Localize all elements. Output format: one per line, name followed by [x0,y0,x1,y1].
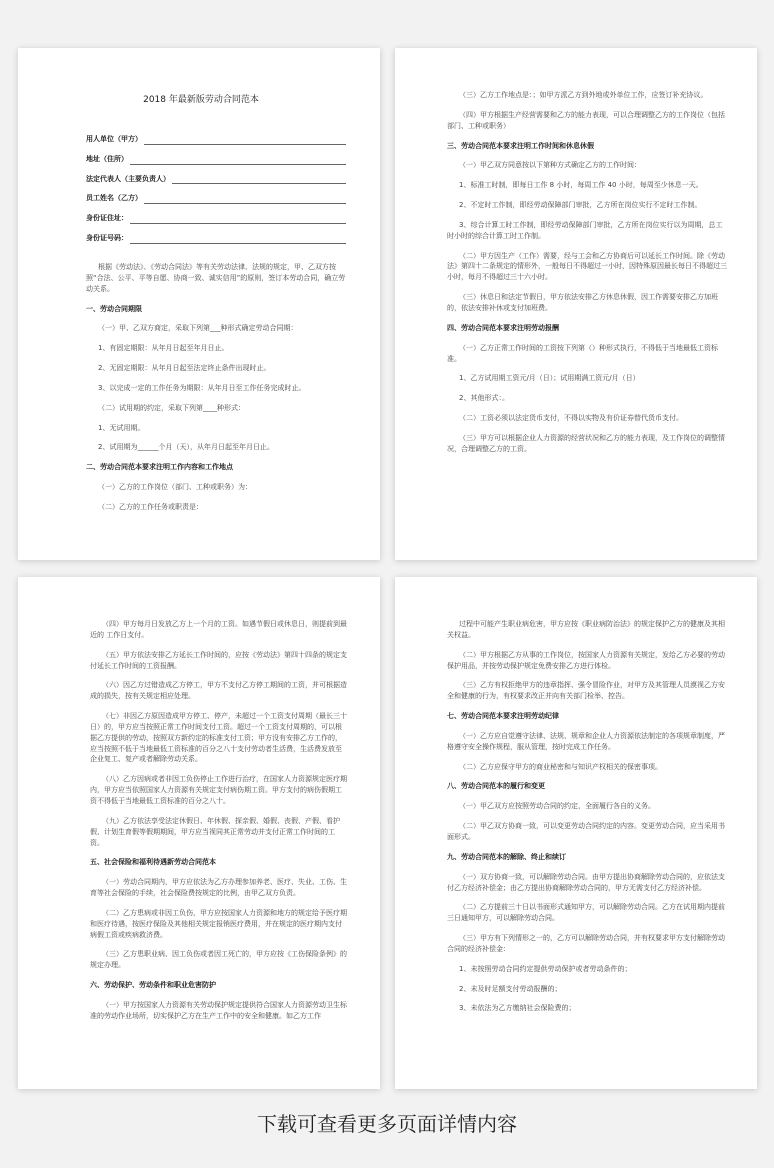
paragraph: （二）甲乙双方协商一致，可以变更劳动合同约定的内容。变更劳动合同，应当采用书面形式。 [447,822,725,841]
paragraph: 1、有固定期限：从年月日起至年月日止。 [98,344,229,353]
paragraph: （一）乙方的工作岗位（部门、工种或职务）为： [98,483,252,492]
page-body [90,619,348,1022]
paragraph: （二）甲方因生产（工作）需要，经与工会和乙方协商后可以延长工作时间。除《劳动法》第四十二条规定的情形外，一般每日不得超过一小时，因特殊原因最长每日不得超过三小时，每月不得超过三十六小时。 [447,251,727,282]
page-body [447,619,727,1014]
paragraph: （一）甲方按国家人力资源有关劳动保护规定提供符合国家人力资源劳动卫生标准的劳动作业场所，切实保护乙方在生产工作中的安全和健康。如乙方工作 [90,1000,347,1020]
section-heading: 二、劳动合同范本要求注明工作内容和工作地点 [86,463,233,472]
fill-in-line [130,235,346,244]
paragraph: （一）乙方应自觉遵守法律、法规、规章和企业人力资源依法制定的各项规章制度，严格遵守安全操作规程，服从管理，按时完成工作任务。 [447,731,725,751]
party-field-label: 身份证住址： [86,214,128,223]
section-heading: 九、劳动合同范本的解除、终止和续订 [447,852,566,861]
paragraph: （一）甲乙双方应按照劳动合同的约定，全面履行各自的义务。 [459,802,655,811]
party-field [86,193,346,204]
paragraph: （二）乙方提前三十日以书面形式通知甲方，可以解除劳动合同。乙方在试用期内提前三日通知甲方，可以解除劳动合同。 [447,903,725,923]
document-title: 2018 年最新版劳动合同范本 [143,95,259,105]
paragraph: （二）乙方患病或非因工负伤，甲方应按国家人力资源和地方的规定给予医疗期和医疗待遇，按医疗保险及其他相关规定报销医疗费用，并在规定的医疗期内支付病假工资或疾病救济费。 [90,908,347,939]
paragraph: （六）因乙方过错造成乙方停工，甲方不支付乙方停工期间的工资，并可根据造成的损失，按有关规定相应处理。 [90,681,347,701]
paragraph: （九）乙方依法享受法定休假日、年休假、探亲假、婚假、丧假、产假、看护假、计划生育假等假期期间，甲方应当视同其正常劳动并支付正常工作时间的工资。 [90,816,340,847]
paragraph: （三）乙方有权拒绝甲方的违章指挥、强令冒险作业，对甲方及其管理人员漠视乙方安全和健康的行为，有权要求改正并向有关部门检举、控告。 [447,681,725,701]
paragraph: （二）甲方根据乙方从事的工作岗位，按国家人力资源有关规定，发给乙方必要的劳动保护用品，并按劳动保护规定免费安排乙方进行体检。 [447,650,725,670]
paragraph: 2、无固定期限：从年月日起至法定终止条件出现时止。 [98,364,271,373]
paragraph: （一）甲乙双方同意按以下第种方式确定乙方的工作时间： [459,161,641,170]
party-field [86,154,346,165]
paragraph: （二）试用期的约定，采取下列第____种形式： [98,403,245,412]
paragraph: （五）甲方依法安排乙方延长工作时间的，应按《劳动法》第四十四条的规定支付延长工作时间的工资报酬。 [90,650,347,670]
paragraph: 1、未按照劳动合同约定提供劳动保护或者劳动条件的； [459,964,632,973]
paragraph: （三）乙方患职业病、因工负伤或者因工死亡的，甲方应按《工伤保险条例》的规定办理。 [90,950,347,970]
paragraph: （三）休息日和法定节假日，甲方依法安排乙方休息休假，因工作需要安排乙方加班的，依法安排补休或支付加班费。 [447,293,718,312]
page-body [86,262,346,513]
paragraph: 1、无试用期。 [98,423,145,432]
section-heading: 一、劳动合同期限 [86,304,142,313]
paragraph: （三）甲方可以根据企业人力资源的经营状况和乙方的能力表现，及工作岗位的调整情况，合理调整乙方的工资。 [447,433,725,453]
section-heading: 三、劳动合同范本要求注明工作时间和休息休假 [447,141,594,150]
party-field-label: 法定代表人（主要负责人） [86,174,170,183]
paragraph: 3、综合计算工时工作制，即经劳动保障部门审批，乙方所在岗位实行以为周期，总工时小时的综合计算工时工作制。 [447,220,723,240]
paragraph: （八）乙方因病或者非因工负伤停止工作进行治疗，在国家人力资源规定医疗期内，甲方应当依照国家人力资源有关规定支付病伤期工资。甲方支付的病伤假期工资不得低于当地最低工资标准的百分之八十。 [90,775,347,805]
paragraph: （三）甲方有下列情形之一的，乙方可以解除劳动合同，并有权要求甲方支付解除劳动合同的经济补偿金： [447,934,725,953]
section-heading: 七、劳动合同范本要求注明劳动纪律 [447,712,559,721]
fill-in-line [144,195,346,204]
paragraph: 3、以完成一定的工作任务为期限：从年月日至工作任务完成时止。 [98,383,306,392]
fill-in-line [130,156,346,165]
party-field [86,174,346,185]
paragraph: （一）劳动合同期内，甲方应依法为乙方办理参加养老、医疗、失业、工伤、生育等社会保险的手续，社会保险费按规定的比例，由甲乙双方负责。 [90,878,347,898]
fill-in-line [144,136,346,145]
document-page-4 [395,577,757,1089]
paragraph: （二）工资必须以法定货币支付，不得以实物及有价证券替代货币支付。 [459,414,683,423]
section-heading: 六、劳动保护、劳动条件和职业危害防护 [90,981,216,990]
paragraph: （一）乙方正常工作时间的工资按下列第（）种形式执行，不得低于当地最低工资标准。 [447,343,718,363]
paragraph: 2、不定时工作制，即经劳动保障部门审批，乙方所在岗位实行不定时工作制。 [459,201,702,210]
paragraph: 2、其他形式：。 [459,394,509,403]
paragraph: 2、试用期为______个月（天），从年月日起至年月日止。 [98,443,274,452]
document-page-2 [395,48,757,560]
download-more-prompt[interactable]: 下载可查看更多页面详情内容 [257,1112,517,1136]
section-heading: 四、劳动合同范本要求注明劳动报酬 [447,323,559,332]
document-page-1 [18,48,380,560]
paragraph: （二）乙方的工作任务或职责是： [98,502,203,511]
paragraph: （四）甲方每月日发放乙方上一个月的工资。如遇节假日或休息日，则提前到最近的 工作日支付。 [90,620,347,639]
page-body [447,90,727,455]
party-field [86,213,346,224]
paragraph: 根据《劳动法》、《劳动合同法》等有关劳动法律、法规的规定，甲、乙双方按照“合法、公平、平等自愿、协商一致、诚实信用”的原则，签订本劳动合同，确立劳动关系。 [86,263,346,293]
section-heading: 八、劳动合同范本的履行和变更 [447,782,545,791]
party-field-label: 员工姓名（乙方） [86,194,142,203]
party-field-label: 用人单位（甲方） [86,134,142,143]
paragraph: 2、未及时足额支付劳动报酬的； [459,984,562,993]
fill-in-line [130,215,346,224]
party-field-label: 地址（住所） [86,154,128,163]
party-info-fields [86,134,346,244]
party-field [86,233,346,244]
paragraph: （四）甲方根据生产经营需要和乙方的能力表现，可以合理调整乙方的工作岗位（包括部门、工种或职务） [447,110,725,130]
paragraph: 3、未依法为乙方缴纳社会保险费的； [459,1004,576,1013]
document-page-3 [18,577,380,1089]
section-heading: 五、社会保险和福利待遇新劳动合同范本 [90,858,216,867]
paragraph: （七）非因乙方原因造成甲方停工、停产，未超过一个工资支付周期（最长三十日）的，甲方应当按照正常工作时间支付工资。超过一个工资支付周期的，可以根据乙方提供的劳动，按照双方新约定的标准支付工资；甲方没有安排乙方工作的，应当按照不低于当地最低工资标准的百分之八十支付劳动者生活费，生活费发放至企业复工、复产或者解除劳动关系。 [90,712,347,764]
paragraph: （二）乙方应保守甲方的商业秘密和与知识产权相关的保密事项。 [459,762,662,771]
party-field [86,134,346,145]
paragraph: （一）双方协商一致，可以解除劳动合同。由甲方提出协商解除劳动合同的，应依法支付乙方经济补偿金；由乙方提出协商解除劳动合同的，甲方无需支付乙方经济补偿。 [447,872,725,892]
paragraph: （三）乙方工作地点是：；如甲方派乙方到外地或外单位工作，应签订补充协议。 [459,91,708,99]
paragraph: 1、标准工时制，即每日工作 8 小时，每周工作 40 小时，每周至少休息一天。 [459,181,703,190]
fill-in-line [172,175,346,184]
paragraph: 过程中可能产生职业病危害，甲方应按《职业病防治法》的规定保护乙方的健康及其相关权益。 [447,620,725,639]
paragraph: 1、乙方试用期工资元/月（日）；试用期满工资元/月（日） [459,374,640,383]
paragraph: （一）甲、乙双方商定，采取下列第___种形式确定劳动合同期： [98,324,298,333]
party-field-label: 身份证号码： [86,234,128,243]
